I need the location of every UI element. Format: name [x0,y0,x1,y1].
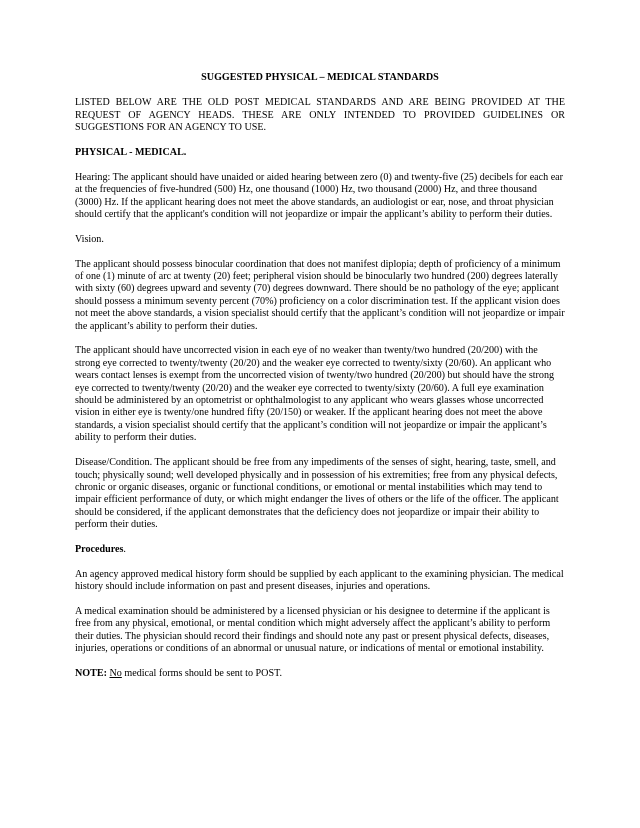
procedures-paragraph-1: An agency approved medical history form should be supplied by each applicant to the examining physician. The medical history should include information on past and present diseases, injuries and operations. [75,568,564,593]
note-paragraph [75,668,565,680]
document-title: SUGGESTED PHYSICAL – MEDICAL STANDARDS [201,72,439,83]
note-label: NOTE: [75,667,107,679]
procedures-heading-period: . [123,543,126,555]
procedures-heading-line [75,544,565,556]
vision-paragraph-1: The applicant should possess binocular coordination that does not manifest diplopia; depth of proficiency of a minimum of one (1) minute of arc at twenty (20) feet; peripheral vision should be binocularly two hundred (200) degrees laterally with sixty (60) degrees upward and seventy (70) degrees downward. There should be no pathology of the eye; applicant should possess a minimum seventy percent (70%) proficiency on a color discrimination test. If the applicant vision does not meet the above standards, a vision specialist should certify that the applicant’s condition will not jeopardize or impair the applicant’s ability to perform their duties. [75,258,565,332]
vision-label: Vision. [75,233,104,245]
procedures-heading: Procedures [75,543,124,555]
procedures-paragraph-2: A medical examination should be administered by a licensed physician or his designee to determine if the applicant is free from any physical, emotional, or mental condition which might adversely affect the applicant’s ability to perform their duties. The physician should record their findings and should note any past or present physical defects, diseases, injuries, operations or conditions of an abnormal or unusual nature, or indications of mental or emotional instability. [75,605,551,655]
disease-condition-paragraph: Disease/Condition. The applicant should be free from any impediments of the senses of sight, hearing, taste, smell, and touch; physically sound; well developed physically and in possession of his extremities; free from any physical defects, chronic or organic diseases, organic or functional conditions, or emotional or mental instabilities which may tend to impair efficient performance of duty, or which might endanger the lives of others or the life of the officer. The applicant should be considered, if the applicant demonstrates that the deficiency does not jeopardize or impair their ability to perform their duties. [75,457,559,531]
vision-paragraph-2: The applicant should have uncorrected vision in each eye of no weaker than twenty/two hundred (20/200) with the strong eye corrected to twenty/twenty (20/20) and the weaker eye corrected to twenty/sixty (20/60). An applicant who wears contact lenses is exempt from the uncorrected vision of twenty/two hundred (20/200) but should have the strong eye corrected to twenty/twenty (20/20) and the weaker eye corrected to twenty/sixty (20/60). A full eye examination should be administered by an optometrist or ophthalmologist to any applicant who wears glasses whose uncorrected vision in either eye is twenty/one hundred fifty (20/150) or weaker. If the applicant hearing does not meet the above standards, a vision specialist should certify that the applicant’s condition will not jeopardize or impair the applicant’s ability to perform their duties. [75,345,555,444]
note-text: medical forms should be sent to POST. [121,667,283,679]
intro-paragraph: LISTED BELOW ARE THE OLD POST MEDICAL STANDARDS AND ARE BEING PROVIDED AT THE REQUEST OF AGENCY HEADS. THESE ARE ONLY INTENDED TO PROVIDED GUIDELINES OR SUGGESTIONS FOR AN AGENCY TO USE. [75,97,565,134]
hearing-paragraph: Hearing: The applicant should have unaided or aided hearing between zero (0) and twenty-five (25) decibels for each ear at the frequencies of five-hundred (500) Hz, one thousand (1000) Hz, two thousand (2000) Hz, and three thousand (3000) Hz. If the applicant hearing does not meet the above standards, an audiologist or ear, nose, and throat physician should certify that the applicant's condition will not jeopardize or impair the applicant’s ability to perform their duties. [75,171,564,221]
note-emphasis: No [109,667,122,679]
document-page [75,72,565,693]
physical-medical-heading: PHYSICAL - MEDICAL. [75,147,187,159]
